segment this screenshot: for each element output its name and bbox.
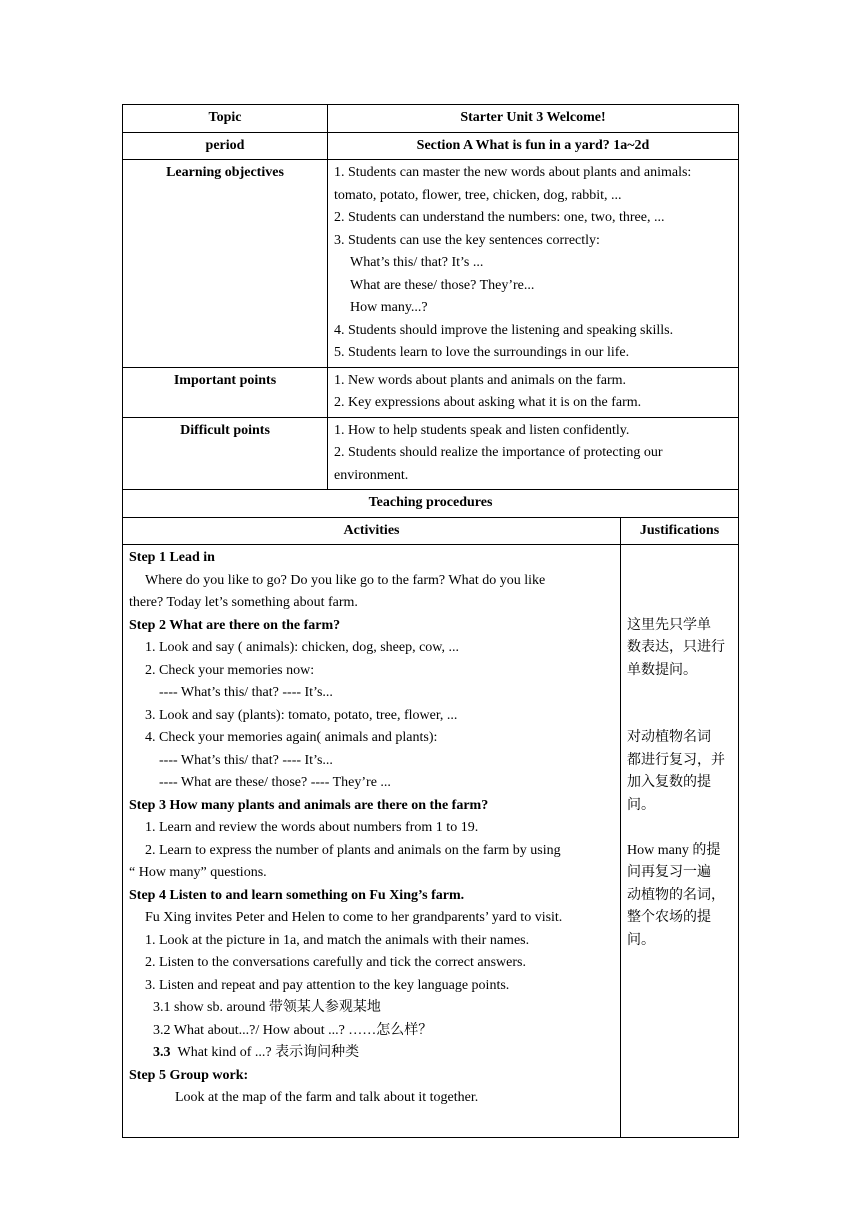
dialogue-line: ---- What’s this/ that? ---- It’s...: [159, 752, 333, 768]
justification-line: 问再复习一遍: [627, 865, 711, 880]
objective-line: 2. Students can understand the numbers: one, two, three, ...: [334, 210, 665, 225]
activity-line: “ How many” questions.: [129, 865, 267, 880]
lesson-plan-table: [122, 104, 739, 1138]
language-point: 3.1 show sb. around 带领某人参观某地: [153, 1000, 381, 1015]
justification-line: 数表达，只进行: [627, 640, 725, 655]
key-sentence: What are these/ those? They’re...: [350, 277, 535, 293]
objectives-label: Learning objectives: [123, 160, 328, 368]
activity-line: 1. Learn and review the words about numbers from 1 to 19.: [145, 820, 479, 835]
key-sentence: How many...?: [350, 300, 428, 315]
period-value: Section A What is fun in a yard? 1a~2d: [328, 132, 739, 160]
dialogue-line: ---- What’s this/ that? ---- It’s...: [159, 685, 333, 700]
activity-line: Fu Xing invites Peter and Helen to come to her grandparents’ yard to visit.: [145, 910, 563, 925]
justification-line: 动植物的名词，: [627, 887, 725, 903]
step-heading: Step 3 How many plants and animals are there on the farm?: [129, 797, 489, 813]
topic-label: Topic: [123, 105, 328, 133]
justification-line: 单数提问。: [627, 662, 697, 678]
activity-line: 3. Look and say (plants): tomato, potato, tree, flower, ...: [145, 707, 458, 723]
justification-line: 都进行复习，并: [627, 752, 725, 768]
objective-line: 1. Students can master the new words about plants and animals:: [334, 165, 692, 180]
difficult-row: [123, 417, 739, 490]
activity-line: 3. Listen and repeat and pay attention to the key language points.: [145, 977, 510, 993]
difficult-line: 1. How to help students speak and listen confidently.: [334, 422, 630, 438]
step-heading: Step 4 Listen to and learn something on Fu Xing’s farm.: [129, 887, 465, 903]
step-heading: Step 1 Lead in: [129, 550, 215, 565]
objective-line: tomato, potato, flower, tree, chicken, dog, rabbit, ...: [334, 187, 622, 203]
justifications-header: Justifications: [621, 517, 739, 545]
justification-line: 整个农场的提: [627, 910, 711, 925]
justification-line: 对动植物名词: [627, 730, 711, 745]
procedures-title-row: [123, 490, 739, 518]
language-point-number: 3.3: [153, 1045, 171, 1060]
period-label: period: [123, 132, 328, 160]
period-row: [123, 132, 739, 160]
activity-line: 2. Learn to express the number of plants and animals on the farm by using: [145, 842, 561, 858]
justification-line: 问。: [627, 932, 655, 948]
activity-line: 1. Look at the picture in 1a, and match the animals with their names.: [145, 932, 530, 948]
language-point: 3.2 What about...?/ How about ...? ……怎么样？: [153, 1022, 433, 1038]
activity-line: Look at the map of the farm and talk about it together.: [175, 1090, 479, 1105]
procedures-header-row: [123, 517, 739, 545]
difficult-line: environment.: [334, 467, 409, 483]
topic-value: Starter Unit 3 Welcome!: [328, 105, 739, 133]
activity-line: there? Today let’s something about farm.: [129, 595, 358, 610]
objectives-row: [123, 160, 739, 368]
justification-line: 这里先只学单: [627, 617, 711, 633]
difficult-line: 2. Students should realize the importance of protecting our: [334, 445, 663, 460]
activity-line: 2. Check your memories now:: [145, 662, 315, 678]
objective-line: 4. Students should improve the listening and speaking skills.: [334, 322, 674, 338]
justification-line: 加入复数的提: [627, 775, 711, 790]
key-sentence: What’s this/ that? It’s ...: [350, 255, 484, 270]
activity-line: 1. Look and say ( animals): chicken, dog, sheep, cow, ...: [145, 640, 460, 655]
step-heading: Step 5 Group work:: [129, 1067, 249, 1083]
important-label: Important points: [123, 367, 328, 417]
activities-content: [123, 545, 621, 1138]
important-content: [328, 367, 739, 417]
justification-line: 问。: [627, 797, 655, 813]
activity-line: 4. Check your memories again( animals and plants):: [145, 730, 438, 745]
procedures-body-row: [123, 545, 739, 1138]
activity-line: Where do you like to go? Do you like go to the farm? What do you like: [145, 572, 546, 588]
dialogue-line: ---- What are these/ those? ---- They’re ...: [159, 775, 391, 790]
language-point: [129, 1042, 614, 1065]
activity-line: 2. Listen to the conversations carefully and tick the correct answers.: [145, 955, 526, 970]
objective-line: 5. Students learn to love the surroundings in our life.: [334, 345, 630, 360]
important-line: 2. Key expressions about asking what it is on the farm.: [334, 395, 642, 410]
step-heading: Step 2 What are there on the farm?: [129, 617, 341, 633]
justification-line: How many 的提: [627, 842, 721, 858]
activities-header: Activities: [123, 517, 621, 545]
important-line: 1. New words about plants and animals on the farm.: [334, 372, 626, 388]
difficult-label: Difficult points: [123, 417, 328, 490]
justifications-content: [621, 545, 739, 1138]
objectives-content: [328, 160, 739, 368]
language-point-text: What kind of ...? 表示询问种类: [177, 1045, 360, 1060]
difficult-content: [328, 417, 739, 490]
topic-row: [123, 105, 739, 133]
procedures-title: Teaching procedures: [123, 490, 739, 518]
important-row: [123, 367, 739, 417]
objective-line: 3. Students can use the key sentences correctly:: [334, 232, 600, 248]
